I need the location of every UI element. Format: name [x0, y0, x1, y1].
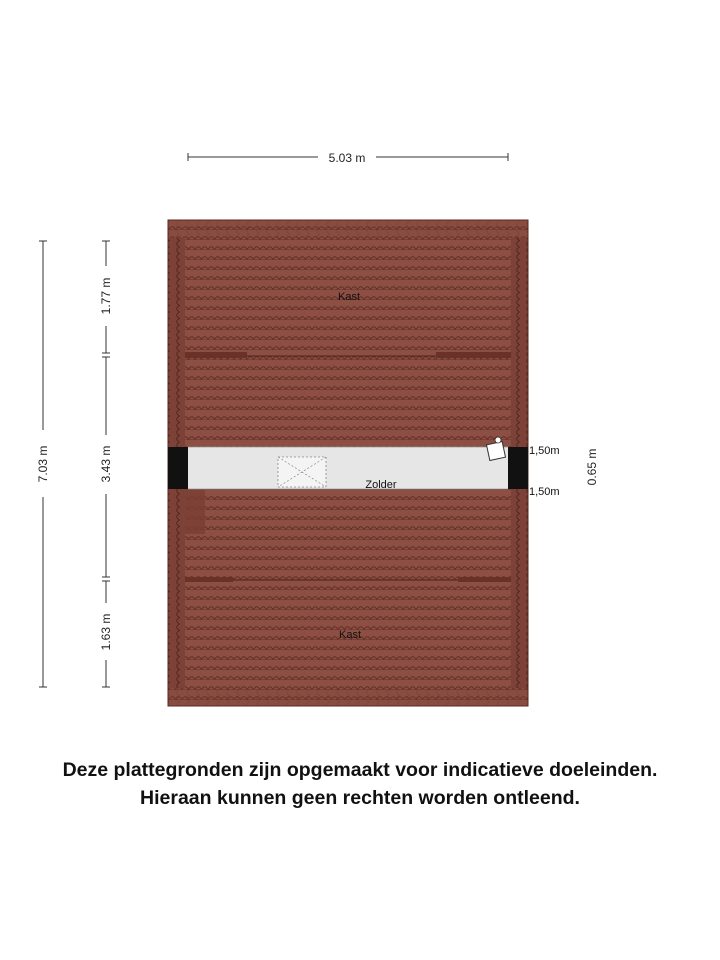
total-height-label: 7.03 m [36, 445, 50, 483]
segment-middle-label: 3.43 m [99, 445, 113, 483]
room-label-zolder: Zolder [365, 479, 397, 491]
dimension-segments [99, 241, 113, 687]
dimension-total-height [36, 241, 50, 687]
segment-bottom-label: 1.63 m [99, 613, 113, 651]
disclaimer [0, 756, 720, 812]
room-label-kast-upper: Kast [337, 291, 361, 303]
attic-hatch [278, 457, 326, 487]
attic-floor [168, 447, 528, 489]
ceiling-height-lower: 1,50m [529, 486, 560, 498]
corridor-height-label: 0.65 m [585, 448, 599, 486]
dimension-width [188, 151, 508, 165]
room-label-kast-lower: Kast [338, 629, 362, 641]
ceiling-height-upper: 1,50m [529, 445, 560, 457]
disclaimer-line-1: Deze plattegronden zijn opgemaakt voor indicatieve doeleinden. [62, 759, 658, 781]
width-label: 5.03 m [328, 151, 366, 165]
disclaimer-line-2: Hieraan kunnen geen rechten worden ontleend. [140, 787, 580, 809]
segment-top-label: 1.77 m [99, 277, 113, 315]
